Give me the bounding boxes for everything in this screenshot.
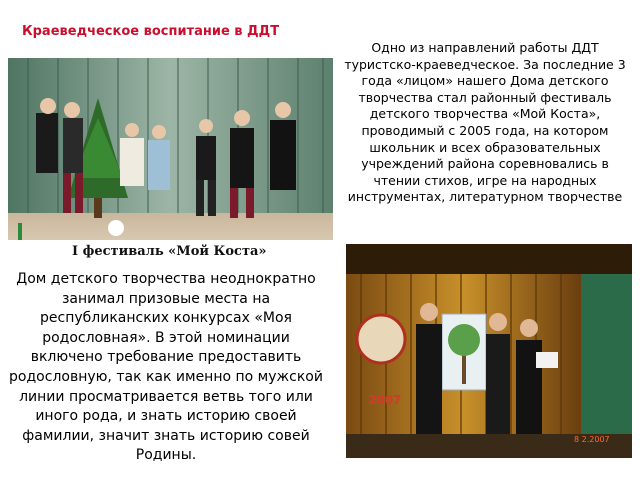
- banner-year: 2007: [368, 393, 402, 407]
- festival-caption: I фестиваль «Мой Коста»: [72, 244, 267, 259]
- festival-caption-strip: [8, 240, 333, 264]
- festival-description: Одно из направлений работы ДДТ туристско-краеведческое. За последние 3 года «лицом» нашего Дома детского творчества стал районный фестиваль детского творчества «Мой Коста», проводимый с 2005 года, на котором школьник и всех образовательных учреждений района соревновались в чтении стихов, игре на народных инструментах, литературном творчестве: [344, 40, 626, 205]
- slide-title: Краеведческое воспитание в ДДТ: [22, 24, 280, 39]
- genealogy-description: Дом детского творчества неоднократно занимал призовые места на республиканских конкурсах «Моя родословная». В этой номинации включено требование предоставить родословную, так как именно по мужской линии просматривается ветвь того или иного рода, и знать историю своей фамилии, значит знать историю совей Родины.: [9, 271, 323, 464]
- festival-photo: [8, 58, 333, 264]
- photo-date-stamp: 8 2.2007: [574, 435, 610, 444]
- genealogy-photo-image: [346, 244, 632, 458]
- festival-photo-image: [8, 58, 333, 264]
- genealogy-photo: [346, 244, 632, 458]
